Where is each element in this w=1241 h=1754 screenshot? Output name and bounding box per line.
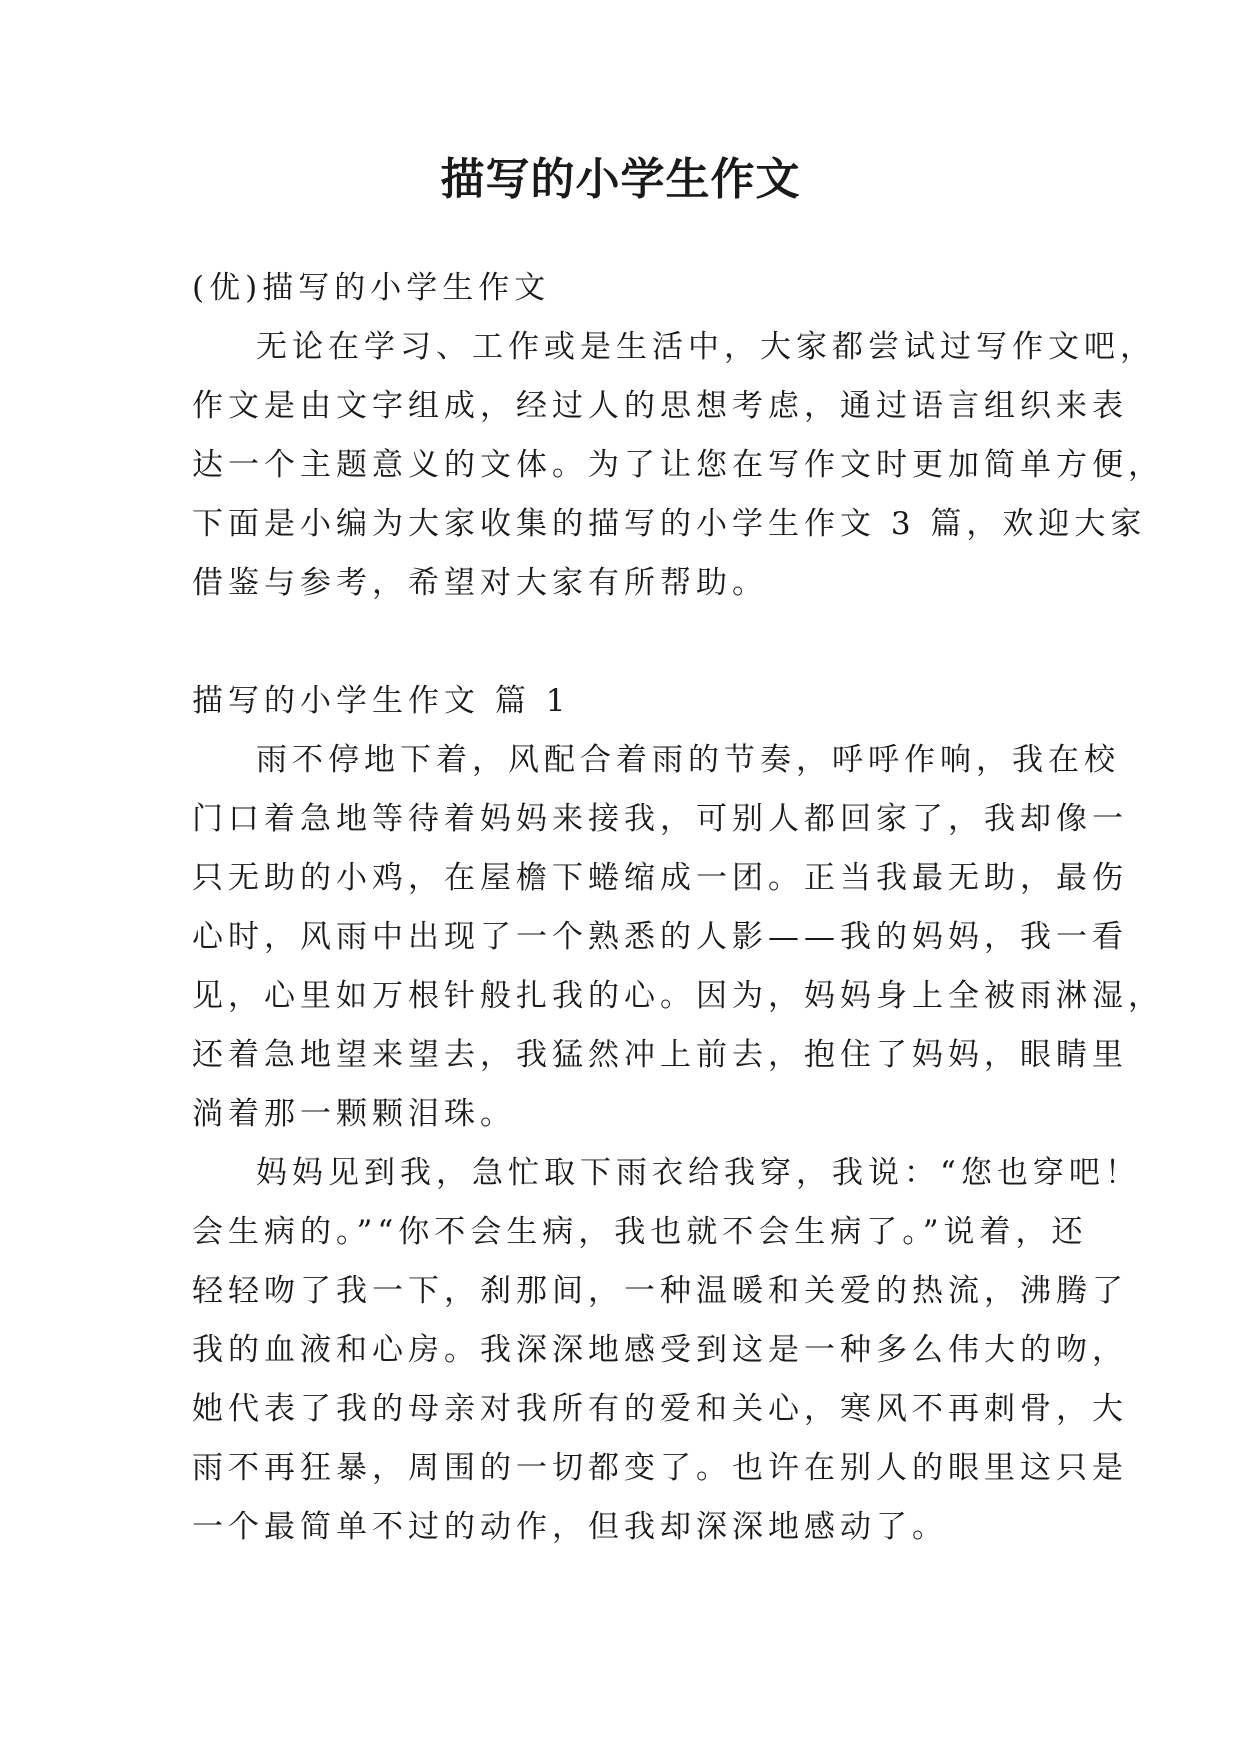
- paragraph-line: 还着急地望来望去，我猛然冲上前去，抱住了妈妈，眼睛里: [192, 1037, 1128, 1073]
- paragraph-line: 只无助的小鸡，在屋檐下蜷缩成一团。正当我最无助，最伤: [192, 860, 1128, 896]
- paragraph-line: 妈妈见到我，急忙取下雨衣给我穿，我说：“您也穿吧！: [256, 1155, 1141, 1191]
- paragraph-line: 达一个主题意义的文体。为了让您在写作文时更加简单方便，: [192, 447, 1164, 483]
- paragraph-line: 会生病的。”“你不会生病，我也就不会生病了。”说着，还: [192, 1214, 1088, 1250]
- paragraph-line: 一个最简单不过的动作，但我却深深地感动了。: [192, 1509, 948, 1545]
- intro-paragraph: [192, 318, 1164, 613]
- paragraph-line: 淌着那一颗颗泪珠。: [192, 1096, 516, 1132]
- section-heading: 描写的小学生作文 篇 1: [192, 683, 571, 719]
- intro-subtitle: (优)描写的小学生作文: [192, 270, 551, 306]
- section-spacer: [192, 613, 1052, 672]
- paragraph-line: 门口着急地等待着妈妈来接我，可别人都回家了，我却像一: [192, 801, 1128, 837]
- document-body: [192, 259, 1164, 1557]
- paragraph-line: 下面是小编为大家收集的描写的小学生作文 3 篇，欢迎大家: [192, 506, 1147, 542]
- paragraph-line: 雨不停地下着，风配合着雨的节奏，呼呼作响，我在校: [256, 742, 1120, 778]
- paragraph-line: 雨不再狂暴，周围的一切都变了。也许在别人的眼里这只是: [192, 1450, 1128, 1486]
- paragraph-line: 作文是由文字组成，经过人的思想考虑，通过语言组织来表: [192, 388, 1128, 424]
- document-title: 描写的小学生作文: [440, 154, 801, 205]
- paragraph-line: 见，心里如万根针般扎我的心。因为，妈妈身上全被雨淋湿，: [192, 978, 1164, 1014]
- paragraph-line: 心时，风雨中出现了一个熟悉的人影——我的妈妈，我一看: [192, 919, 1128, 955]
- section1-paragraph-2: [192, 1144, 1141, 1557]
- paragraph-line: 轻轻吻了我一下，刹那间，一种温暖和关爱的热流，沸腾了: [192, 1273, 1128, 1309]
- paragraph-line: 她代表了我的母亲对我所有的爱和关心，寒风不再刺骨，大: [192, 1391, 1128, 1427]
- paragraph-line: 我的血液和心房。我深深地感受到这是一种多么伟大的吻，: [192, 1332, 1128, 1368]
- section1-paragraph-1: [192, 731, 1164, 1144]
- paragraph-line: 无论在学习、工作或是生活中，大家都尝试过写作文吧，: [256, 329, 1156, 365]
- paragraph-line: 借鉴与参考，希望对大家有所帮助。: [192, 565, 768, 601]
